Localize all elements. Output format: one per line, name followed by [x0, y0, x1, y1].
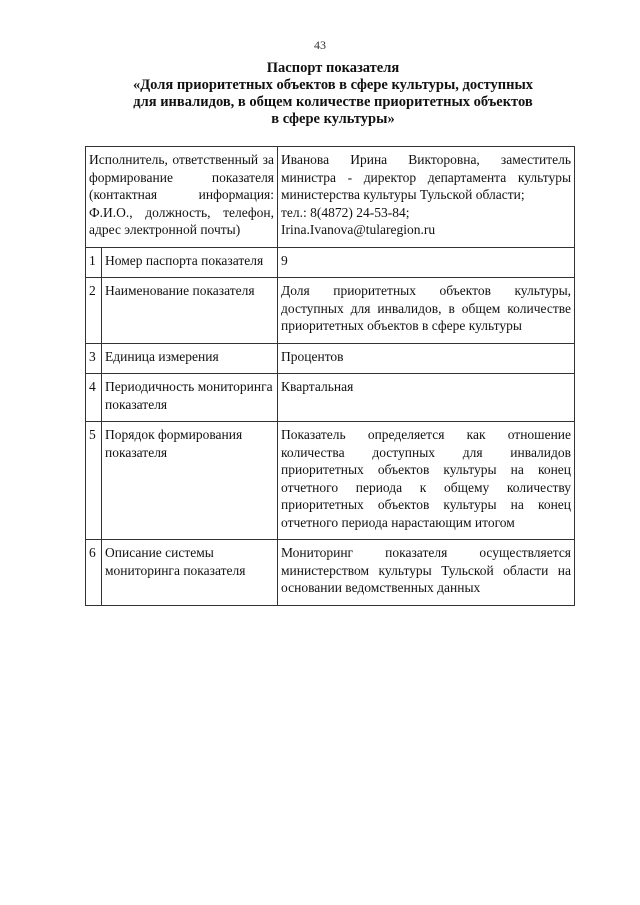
row-value: Процентов — [278, 343, 575, 374]
row-label: Наименование показателя — [102, 278, 278, 344]
document-title — [100, 60, 566, 128]
title-line-1: Паспорт показателя — [266, 60, 400, 76]
row-label: Единица измерения — [102, 343, 278, 374]
page-number: 43 — [314, 38, 326, 52]
row-label: Номер паспорта показателя — [102, 247, 278, 278]
title-line-3: для инвалидов, в общем количестве приоритетных объектов — [133, 94, 533, 110]
passport-table — [85, 146, 575, 606]
row-value: Квартальная — [278, 374, 575, 422]
executor-phone: тел.: 8(4872) 24-53-84; — [281, 204, 410, 220]
row-value: Показатель определяется как отношение количества доступных для инвалидов приоритетных объектов культуры на конец отчетного периода к общему количеству приоритетных объектов культуры на конец отчетного периода нарастающим итогом — [278, 422, 575, 540]
title-line-4: в сфере культуры» — [271, 111, 395, 127]
table-row — [86, 540, 575, 606]
row-number: 2 — [86, 278, 102, 344]
executor-email: Irina.Ivanova@tularegion.ru — [281, 222, 436, 237]
row-number: 1 — [86, 247, 102, 278]
row-label: Порядок формирования показателя — [102, 422, 278, 540]
executor-label: Исполнитель, ответственный за формирование показателя (контактная информация: Ф.И.О., должность, телефон, адрес электронной почты) — [86, 147, 278, 248]
table-row — [86, 343, 575, 374]
executor-name: Иванова Ирина Викторовна, заместитель министра - директор департамента культуры министерства культуры Тульской области; — [281, 152, 572, 202]
table-row — [86, 278, 575, 344]
title-line-2: «Доля приоритетных объектов в сфере культуры, доступных — [132, 77, 534, 93]
row-number: 4 — [86, 374, 102, 422]
row-label: Периодичность мониторинга показателя — [102, 374, 278, 422]
table-row-executor — [86, 147, 575, 248]
row-number: 5 — [86, 422, 102, 540]
row-number: 3 — [86, 343, 102, 374]
row-label: Описание системы мониторинга показателя — [102, 540, 278, 606]
row-value: 9 — [278, 247, 575, 278]
table-row — [86, 422, 575, 540]
row-value: Мониторинг показателя осуществляется министерством культуры Тульской области на основании ведомственных данных — [278, 540, 575, 606]
table-row — [86, 247, 575, 278]
table-row — [86, 374, 575, 422]
row-value: Доля приоритетных объектов культуры, доступных для инвалидов, в общем количестве приоритетных объектов в сфере культуры — [278, 278, 575, 344]
executor-value — [278, 147, 575, 248]
row-number: 6 — [86, 540, 102, 606]
